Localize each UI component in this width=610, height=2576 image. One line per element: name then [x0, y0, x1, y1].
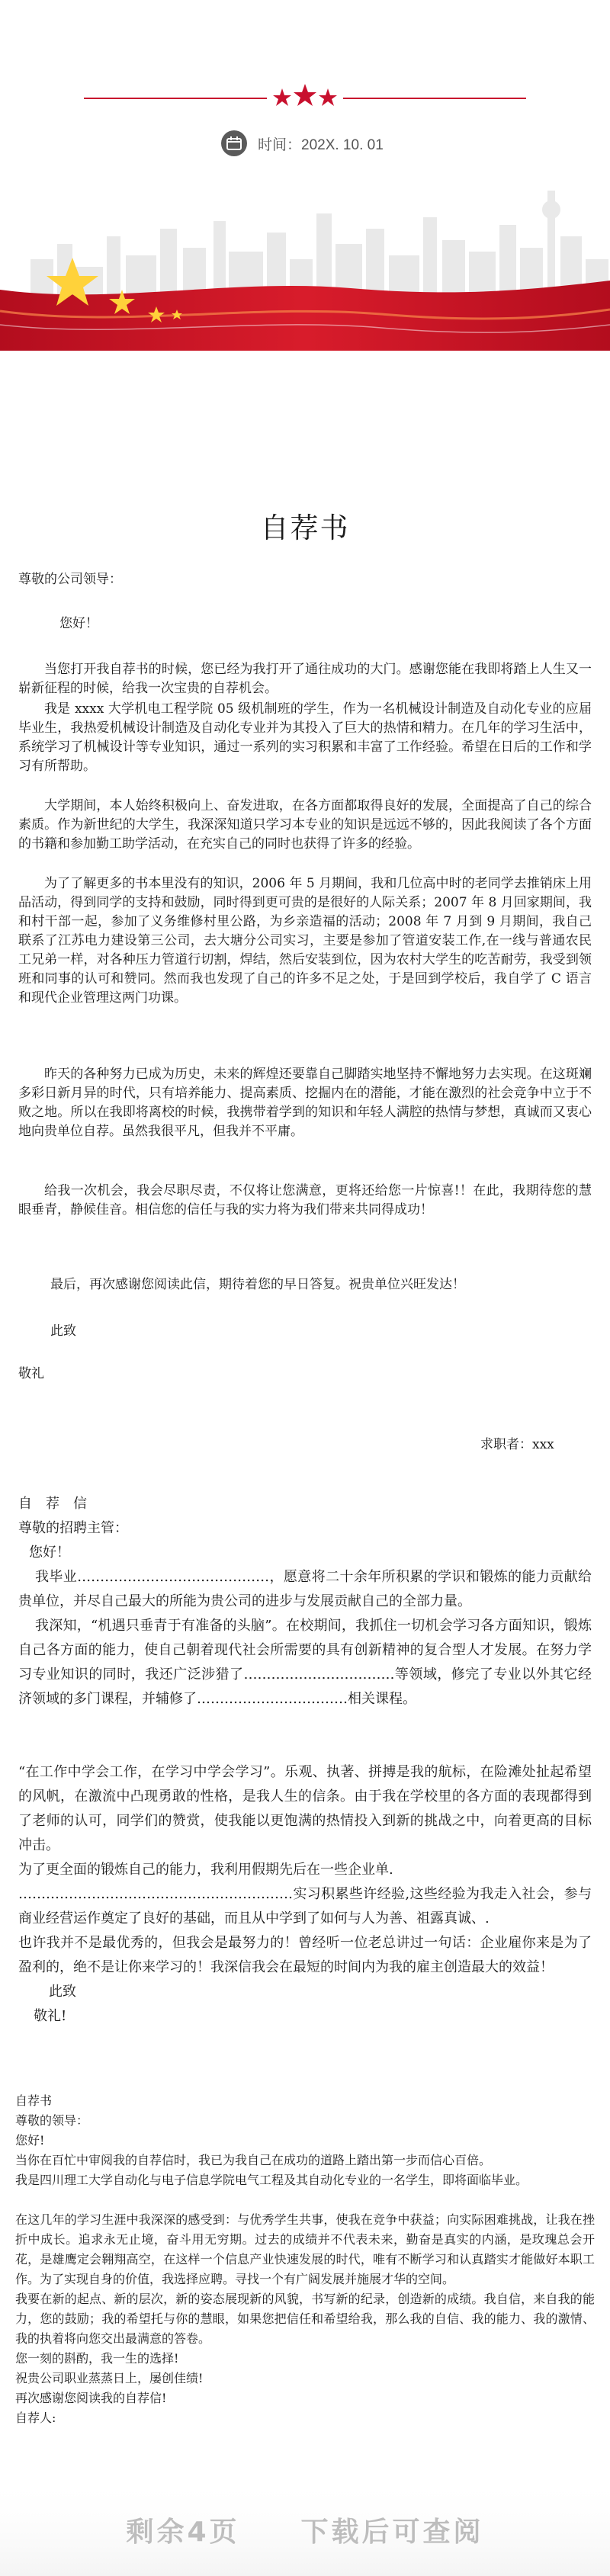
letter1-greeting: 您好！ [59, 616, 98, 631]
letter2-line: 我深知，“机遇只垂青于有准备的头脑”。在校期间，我抓住一切机会学习各方面知识，锻炼自己各方面的能力，使自己朝着现代社会所需要的具有创新精神的复合型人才发展。在努力学习专业知识的同时，我还广泛涉猎了……………………………等领域，修完了专业以外其它经济领域的多门课程，并辅修了……………………………相关课程。 [18, 1618, 592, 1707]
city-skyline-graphic [0, 175, 610, 351]
letter1-paragraph: 为了了解更多的书本里没有的知识，2006 年 5 月期间，我和几位高中时的老同学去推销床上用品活动，得到同学的支持和鼓励，同时得到更可贵的是很好的人际关系；2007 年 8 月回家期间，我和村干部一起，参加了义务维修村里公路，为乡亲造福的活动；2008 年 7 月到 9 月期间，我自己联系了江苏电力建设第三公司，去大塘分公司实习，主要是参加了管道安装工作,在一线与普通农民工兄弟一样，对各种压力管道行切割，焊结，然后安装到位，因为农村大学生的吃苦耐劳，我受到领班和同事的认可和赞同。然而我也发现了自己的许多不足之处，于是回到学校后，我自学了 C 语言和现代企业管理这两门功课。 [18, 876, 592, 1006]
letter3-line: 再次感谢您阅读我的自荐信! [15, 2391, 167, 2405]
letter2-line: “在工作中学会工作，在学习中学会学习”。乐观、执著、拼搏是我的航标，在险滩处扯起希望的风帆，在激流中凸现勇敢的性格，是我人生的信条。由于我在学校里的各方面的表现都得到了老师的认可，同学们的赞赏，使我能以更饱满的热情投入到新的挑战之中，向着更高的目标冲击。 [18, 1764, 592, 1853]
letter1-salutation: 尊敬的公司领导： [18, 572, 122, 587]
divider-line-left [84, 98, 267, 99]
date-label: 时间：202X. 10. 01 [258, 136, 384, 153]
letter2-line: ……………………………………………………实习积累些许经验,这些经验为我走入社会，参与商业经营运作奠定了良好的基础，而且从中学到了如何与人为善、祖露真诚、. [18, 1886, 592, 1926]
header-banner [0, 0, 610, 351]
divider-line-right [343, 98, 526, 99]
letter2-title: 自 荐 信 [18, 1496, 87, 1512]
letter1-paragraph: 给我一次机会，我会尽职尽责，不仅将让您满意，更将还给您一片惊喜!！在此，我期待您的慧眼垂青，静候佳音。相信您的信任与我的实力将为我们带来共同得成功！ [18, 1183, 592, 1217]
letter1-paragraph: 当您打开我自荐书的时候，您已经为我打开了通往成功的大门。感谢您能在我即将踏上人生又一崭新征程的时候，给我一次宝贵的自荐机会。 [18, 662, 592, 696]
letter3-line: 当你在百忙中审阅我的自荐信时，我已为我自己在成功的道路上踏出第一步而信心百倍。 [15, 2153, 492, 2167]
download-footer[interactable] [0, 2476, 610, 2576]
letter2-line: 为了更全面的锻炼自己的能力，我利用假期先后在一些企业单. [18, 1862, 393, 1878]
letter2-line: 也许我并不是最优秀的，但我会是最努力的！曾经听一位老总讲过一句话：企业雇你来是为了盈利的，绝不是让你来学习的！我深信我会在最短的时间内为我的雇主创造最大的效益！ [18, 1935, 592, 1975]
letter3-line: 我是四川理工大学自动化与电子信息学院电气工程及其自动化专业的一名学生，即将面临毕业。 [15, 2173, 528, 2187]
calendar-icon [221, 130, 247, 156]
letter3-line: 您一刻的斟酌，我一生的选择! [15, 2351, 179, 2366]
letter1-paragraph: 我是 xxxx 大学机电工程学院 05 级机制班的学生，作为一名机械设计制造及自动化专业的应届毕业生，我热爱机械设计制造及自动化专业并为其投入了巨大的热情和精力。在几年的学习生活中，系统学习了机械设计等专业知识，通过一系列的实习积累和丰富了工作经验。希望在日后的工作和学习有所帮助。 [18, 701, 592, 774]
letter1-paragraph: 昨天的各种努力已成为历史，未来的辉煌还要靠自己脚踏实地坚持不懈地努力去实现。在这斑斓多彩日新月异的时代，只有培养能力、提高素质、挖掘内在的潜能，才能在激烈的社会竞争中立于不败之地。所以在我即将离校的时候，我携带着学到的知识和年轻人满腔的热情与梦想，真诚而又衷心地向贵单位自荐。虽然我很平凡，但我并不平庸。 [18, 1067, 592, 1139]
letter1-signature: 求职者：xxx [480, 1437, 554, 1452]
letter1-cizhi: 此致 [50, 1323, 76, 1339]
letter1-jingli: 敬礼 [18, 1366, 44, 1381]
stars-icon [271, 82, 339, 113]
letter1-paragraph: 大学期间，本人始终积极向上、奋发进取，在各方面都取得良好的发展，全面提高了自己的综合素质。作为新世纪的大学生，我深深知道只学习本专业的知识是远远不够的，因此我阅读了各个方面的书籍和参加勤工助学活动，在充实自己的同时也获得了许多的经验。 [18, 798, 592, 852]
letter2-jingli: 敬礼! [34, 2008, 67, 2024]
remaining-pages-label[interactable]: 剩余4页 下载后可查阅 [126, 2517, 484, 2548]
letter1-title: 自荐书 [260, 512, 350, 544]
letter1-closing: 最后，再次感谢您阅读此信，期待着您的早日答复。祝贵单位兴旺发达！ [50, 1277, 465, 1292]
letter3-line: 在这几年的学习生涯中我深深的感受到：与优秀学生共事，使我在竞争中获益；向实际困难挑战，让我在挫折中成长。追求永无止境，奋斗用无穷期。过去的成绩并不代表未来，勤奋是真实的内涵，是玫瑰总会开花，是雄鹰定会翱翔高空，在这样一个信息产业快速发展的时代，唯有不断学习和认真踏实才能做好本职工作。为了实现自身的价值，我选择应聘。寻找一个有广阔发展并施展才华的空间。 [15, 2212, 595, 2286]
letter2-cizhi: 此致 [49, 1984, 76, 2000]
letter3-line: 自荐人: [15, 2411, 56, 2425]
letter3-salutation: 尊敬的领导： [15, 2113, 89, 2128]
date-row [221, 128, 404, 159]
letter3-line: 祝贵公司职业蒸蒸日上，屡创佳绩! [15, 2371, 204, 2385]
letter3-greeting: 您好! [15, 2133, 45, 2148]
letter3-line: 我要在新的起点、新的层次，新的姿态展现新的风貌，书写新的纪录，创造新的成绩。我自信，来自我的能力，您的鼓励；我的希望托与你的慧眼，如果您把信任和希望给我，那么我的自信、我的能力、我的激情、我的执着将向您交出最满意的答卷。 [15, 2292, 595, 2346]
letter2-salutation: 尊敬的招聘主管： [18, 1520, 128, 1536]
letter2-greeting: 您好！ [29, 1545, 70, 1561]
letter3-title: 自荐书 [15, 2093, 53, 2108]
letter2-line: 我毕业……………………………………，愿意将二十余年所积累的学识和锻炼的能力贡献给贵单位，并尽自己最大的所能为贵公司的进步与发展贡献自己的全部力量。 [18, 1569, 592, 1609]
